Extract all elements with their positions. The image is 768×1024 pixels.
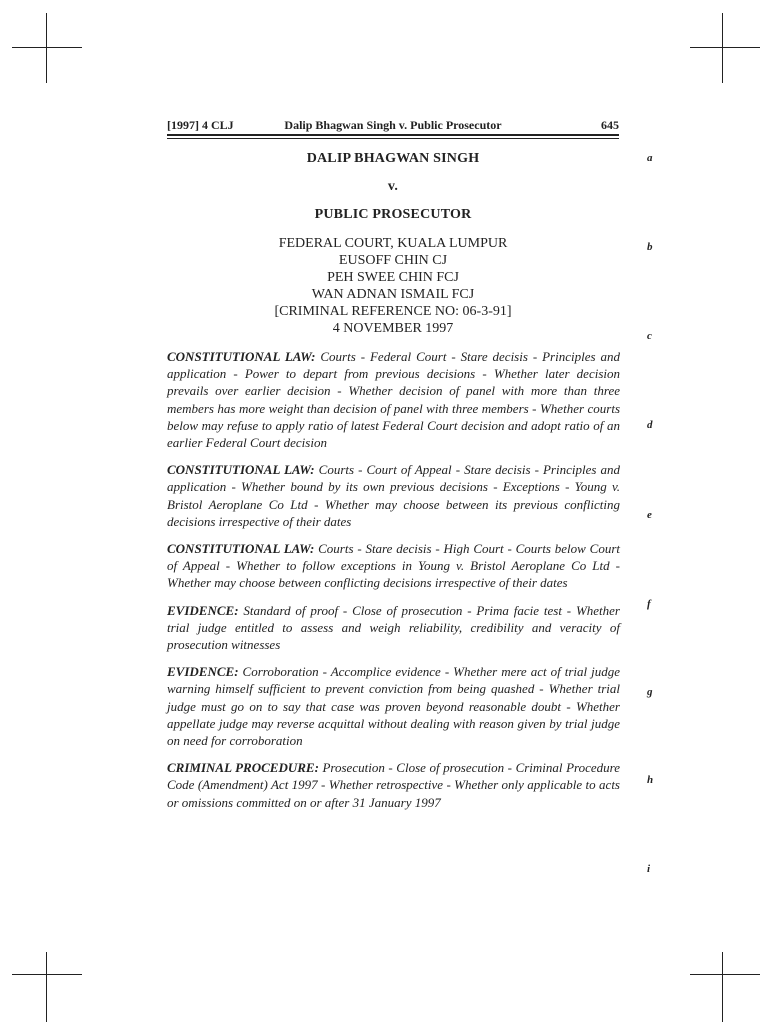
margin-letter: i (647, 863, 651, 875)
crop-mark (12, 47, 82, 48)
margin-letter: g (647, 686, 653, 698)
crop-mark (46, 13, 47, 83)
margin-letter: d (647, 419, 653, 431)
margin-letter: e (647, 509, 652, 521)
headnote (167, 461, 620, 530)
margin-letter: c (647, 330, 652, 342)
headnote-text: Courts - Court of Appeal - Stare decisis - Principles and application - Whether bound by its own previous decisions - Exceptions - Young v. Bristol Aeroplane Co Ltd - Whether may choose between its previous conflicting decisions irrespective of their dates (167, 462, 620, 529)
headnote-topic: CRIMINAL PROCEDURE: (167, 760, 319, 776)
margin-letter: h (647, 774, 654, 786)
judge: EUSOFF CHIN CJ (338, 253, 448, 268)
headnote-text: Courts - Federal Court - Stare decisis - Principles and application - Power to depart from previous decisions - Whether later decision prevails over earlier decision - Whether decision of panel with more than three members has more weight than decision of panel with three members - Whether courts below may refuse to apply ratio of latest Federal Court decision and adopt ratio of an earlier Federal Court decision (167, 349, 620, 451)
margin-letter: b (647, 241, 653, 253)
headnote-topic: EVIDENCE: (167, 602, 239, 618)
margin-letter: f (647, 598, 651, 610)
crop-mark (46, 952, 47, 1022)
court-name: FEDERAL COURT, KUALA LUMPUR (278, 236, 508, 251)
headnote (167, 602, 620, 654)
headnote (167, 540, 620, 592)
crop-mark (690, 974, 760, 975)
header-rule (167, 134, 619, 136)
headnote-topic: EVIDENCE: (167, 664, 239, 680)
headnote-text: Courts - Stare decisis - High Court - Courts below Court of Appeal - Whether to follow exceptions in Young v. Bristol Aeroplane Co Ltd - Whether may choose between conflicting decisions irrespective of their dates (167, 541, 620, 591)
margin-letter: a (647, 152, 653, 164)
reference-number: [CRIMINAL REFERENCE NO: 06-3-91] (274, 304, 512, 319)
header-citation: [1997] 4 CLJ (167, 118, 234, 132)
respondent-name: PUBLIC PROSECUTOR (314, 207, 472, 222)
headnote (167, 663, 620, 749)
headnote (167, 348, 620, 451)
versus: v. (387, 179, 399, 194)
header-case-name: Dalip Bhagwan Singh v. Public Prosecutor (284, 118, 502, 132)
header-rule (167, 138, 619, 139)
headnote-text: Prosecution - Close of prosecution - Criminal Procedure Code (Amendment) Act 1997 - Whether retrospective - Whether only applicable to acts or omissions committed on or after 31 January 1997 (167, 760, 620, 810)
headnotes (167, 348, 620, 821)
headnote-topic: CONSTITUTIONAL LAW: (167, 349, 316, 364)
crop-mark (12, 974, 82, 975)
judge: PEH SWEE CHIN FCJ (327, 270, 459, 285)
headnote (167, 759, 620, 811)
headnote-text: Standard of proof - Close of prosecution - Prima facie test - Whether trial judge entitled to assess and weigh reliability, credibility and veracity of prosecution witnesses (167, 602, 620, 653)
page-number: 645 (601, 118, 619, 132)
crop-mark (690, 47, 760, 48)
headnote-topic: CONSTITUTIONAL LAW: (167, 541, 315, 557)
headnote-topic: CONSTITUTIONAL LAW: (167, 462, 315, 478)
headnote-text: Corroboration - Accomplice evidence - Whether mere act of trial judge warning himself sufficient to prevent conviction from being quashed - Whether trial judge must go on to say that case was proven beyond reasonable doubt - Whether appellate judge may reverse acquittal without dealing with reason given by trial judge on need for corroboration (167, 664, 620, 749)
judge: WAN ADNAN ISMAIL FCJ (311, 287, 475, 302)
appellant-name: DALIP BHAGWAN SINGH (306, 151, 480, 166)
crop-mark (722, 952, 723, 1022)
decision-date: 4 NOVEMBER 1997 (332, 321, 454, 336)
court-info (167, 235, 619, 337)
crop-mark (722, 13, 723, 83)
